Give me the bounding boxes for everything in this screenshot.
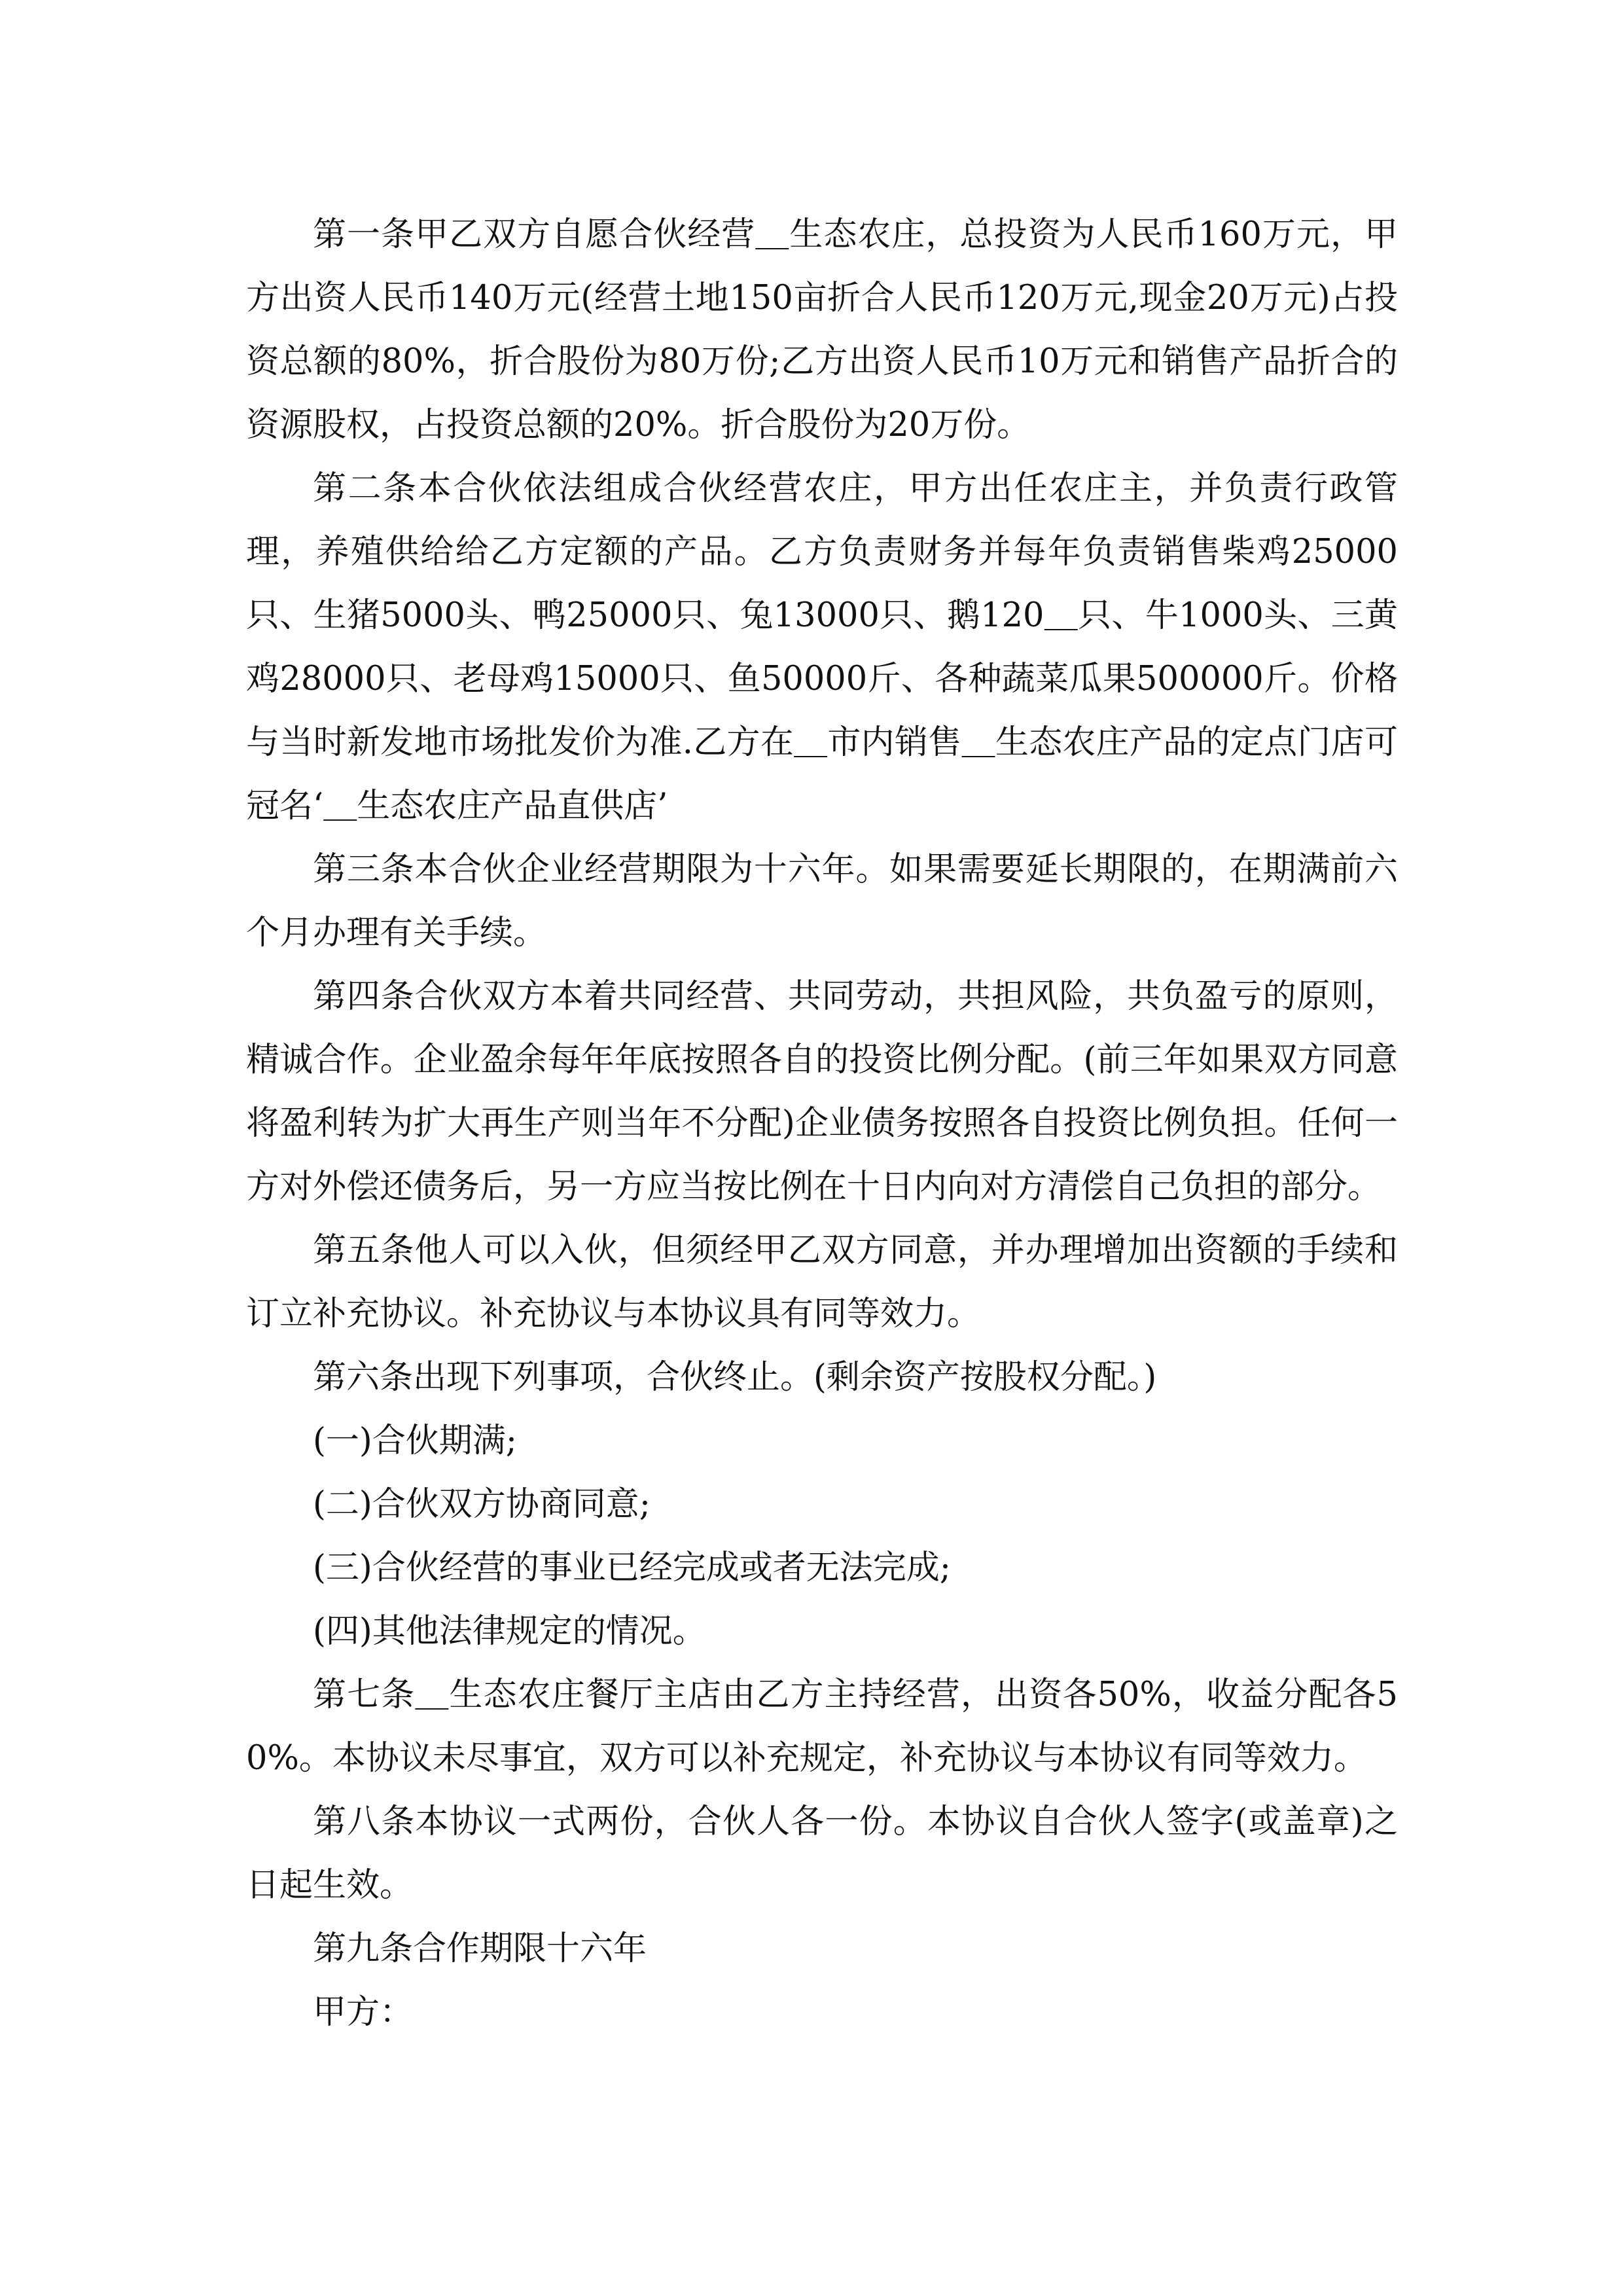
article-4-paragraph: 第四条合伙双方本着共同经营、共同劳动，共担风险，共负盈亏的原则，精诚合作。企业盈余每年年底按照各自的投资比例分配。(前三年如果双方同意将盈利转为扩大再生产则当年不分配)企业债务按照各自投资比例负担。任何一方对外偿还债务后，另一方应当按比例在十日内向对方清偿自己负担的部分。 [246,977,1398,1206]
article-3-paragraph: 第三条本合伙企业经营期限为十六年。如果需要延长期限的，在期满前六个月办理有关手续。 [246,850,1398,952]
article-2-paragraph: 第二条本合伙依法组成合伙经营农庄，甲方出任农庄主，并负责行政管理，养殖供给给乙方定额的产品。乙方负责财务并每年负责销售柴鸡25000只、生猪5000头、鸭25000只、兔13000只、鹅120＿只、牛1000头、三黄鸡28000只、老母鸡15000只、鱼50000斤、各种蔬菜瓜果500000斤。价格与当时新发地市场批发价为准.乙方在＿市内销售＿生态农庄产品的定点门店可冠名‘＿生态农庄产品直供店’ [246,469,1398,825]
article-1-paragraph: 第一条甲乙双方自愿合伙经营＿生态农庄，总投资为人民币160万元，甲方出资人民币140万元(经营土地150亩折合人民币120万元,现金20万元)占投资总额的80%，折合股份为80万份;乙方出资人民币10万元和销售产品折合的资源股权，占投资总额的20%。折合股份为20万份。 [246,215,1398,444]
article-9-paragraph: 第九条合作期限十六年 [313,1929,647,1968]
article-6-paragraph: 第六条出现下列事项，合伙终止。(剩余资产按股权分配。) [313,1358,1157,1397]
article-6-item-2: (二)合伙双方协商同意; [313,1485,651,1524]
article-8-paragraph: 第八条本协议一式两份，合伙人各一份。本协议自合伙人签字(或盖章)之日起生效。 [246,1803,1398,1905]
article-6-item-1: (一)合伙期满; [313,1422,517,1460]
party-a-signature-line: 甲方： [313,1993,414,2032]
article-5-paragraph: 第五条他人可以入伙，但须经甲乙双方同意，并办理增加出资额的手续和订立补充协议。补充协议与本协议具有同等效力。 [246,1231,1398,1333]
article-6-item-4: (四)其他法律规定的情况。 [313,1612,706,1651]
article-7-paragraph: 第七条＿生态农庄餐厅主店由乙方主持经营，出资各50%，收益分配各50%。本协议未尽事宜，双方可以补充规定，补充协议与本协议有同等效力。 [246,1676,1398,1778]
document-body [246,203,1398,2044]
article-6-item-3: (三)合伙经营的事业已经完成或者无法完成; [313,1549,951,1587]
